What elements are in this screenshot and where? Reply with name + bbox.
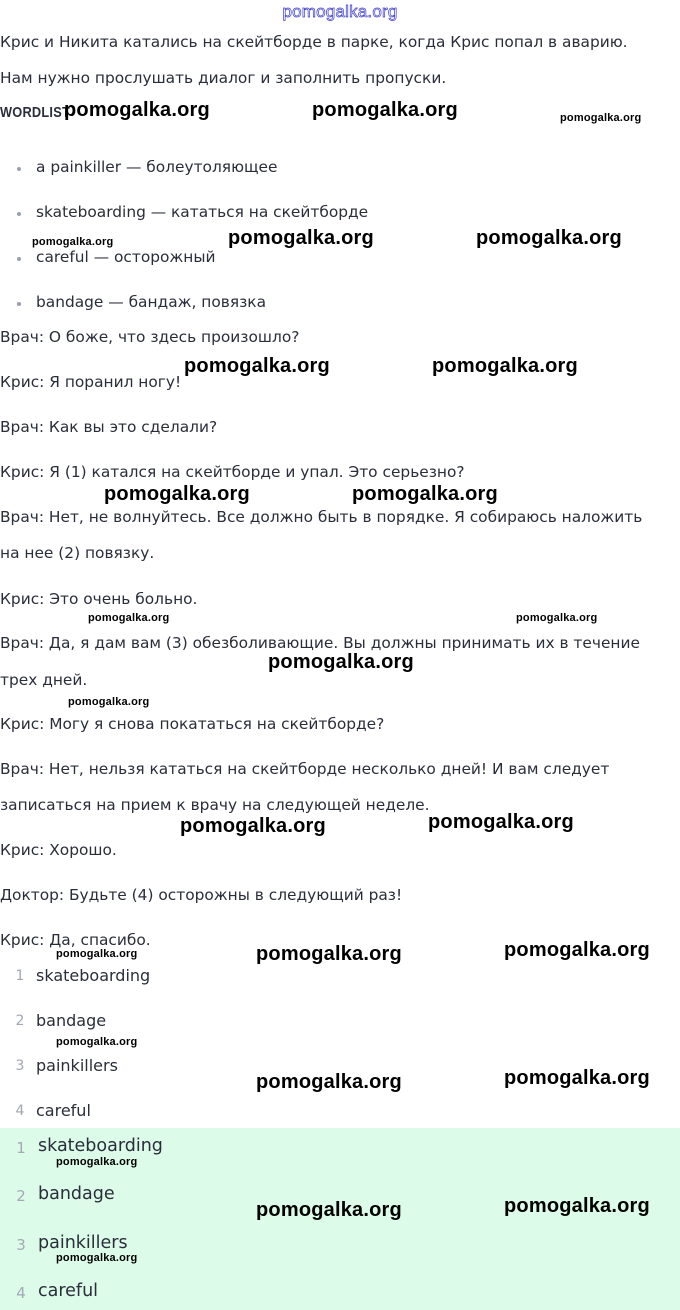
wordlist-item-text: careful — осторожный xyxy=(36,248,216,266)
watermark: pomogalka.org xyxy=(476,227,622,249)
watermark: pomogalka.org xyxy=(228,227,374,249)
dialogue-line: Крис: Могу я снова покататься на скейтборде? xyxy=(0,715,385,733)
dialogue-line: трех дней. xyxy=(0,671,88,689)
answer-number: 3 xyxy=(16,1236,26,1254)
dialogue-line: записаться на прием к врачу на следующей неделе. xyxy=(0,796,430,814)
answer-number: 1 xyxy=(15,968,25,984)
dialogue-line: Крис: Я поранил ногу! xyxy=(0,373,182,391)
watermark: pomogalka.org xyxy=(56,1156,138,1168)
watermark: pomogalka.org xyxy=(180,815,326,837)
bullet-icon xyxy=(17,302,21,306)
watermark: pomogalka.org xyxy=(504,939,650,961)
answer-text: painkillers xyxy=(36,1056,118,1075)
dialogue-line: Доктор: Будьте (4) осторожны в следующий раз! xyxy=(0,886,403,904)
wordlist-item-text: skateboarding — кататься на скейтборде xyxy=(36,203,369,221)
intro-line-2: Нам нужно прослушать диалог и заполнить пропуски. xyxy=(0,69,447,87)
answer-text: careful xyxy=(36,1101,91,1120)
watermark: pomogalka.org xyxy=(56,948,138,960)
watermark: pomogalka.org xyxy=(428,811,574,833)
bullet-icon xyxy=(17,212,21,216)
watermark: pomogalka.org xyxy=(88,612,170,624)
dialogue-line: Крис: Это очень больно. xyxy=(0,590,198,608)
dialogue-line: Крис: Да, спасибо. xyxy=(0,931,151,949)
answer-text: careful xyxy=(38,1281,99,1301)
watermark: pomogalka.org xyxy=(504,1067,650,1089)
wordlist-heading: WORDLIST xyxy=(0,104,71,121)
bullet-icon xyxy=(17,257,21,261)
dialogue-line: Врач: О боже, что здесь произошло? xyxy=(0,328,300,346)
watermark: pomogalka.org xyxy=(256,943,402,965)
answer-number: 4 xyxy=(16,1284,26,1302)
watermark: pomogalka.org xyxy=(64,99,210,121)
dialogue-line: Крис: Хорошо. xyxy=(0,841,117,859)
dialogue-line: Врач: Как вы это сделали? xyxy=(0,418,218,436)
watermark: pomogalka.org xyxy=(312,99,458,121)
top-watermark: pomogalka.org xyxy=(282,2,398,21)
wordlist-item-text: a painkiller — болеутоляющее xyxy=(36,158,278,176)
watermark: pomogalka.org xyxy=(560,112,642,124)
answer-text: skateboarding xyxy=(36,966,151,985)
bullet-icon xyxy=(17,167,21,171)
answer-number: 2 xyxy=(15,1013,25,1029)
answer-text: skateboarding xyxy=(38,1136,163,1156)
dialogue-line: Врач: Нет, нельзя кататься на скейтборде несколько дней! И вам следует xyxy=(0,760,610,778)
dialogue-line: на нее (2) повязку. xyxy=(0,544,155,562)
dialogue-line: Врач: Нет, не волнуйтесь. Все должно быть в порядке. Я собираюсь наложить xyxy=(0,508,643,526)
watermark: pomogalka.org xyxy=(256,1071,402,1093)
dialogue-line: Врач: Да, я дам вам (3) обезболивающие. Вы должны принимать их в течение xyxy=(0,634,640,652)
answer-text: bandage xyxy=(36,1011,107,1030)
answer-text: bandage xyxy=(38,1184,115,1204)
watermark: pomogalka.org xyxy=(516,612,598,624)
answer-text: painkillers xyxy=(38,1233,128,1253)
watermark: pomogalka.org xyxy=(56,1036,138,1048)
watermark: pomogalka.org xyxy=(352,483,498,505)
answer-number: 1 xyxy=(16,1139,26,1157)
answer-number: 3 xyxy=(15,1058,25,1074)
watermark: pomogalka.org xyxy=(184,355,330,377)
watermark: pomogalka.org xyxy=(32,236,114,248)
watermark: pomogalka.org xyxy=(256,1199,402,1221)
dialogue-line: Крис: Я (1) катался на скейтборде и упал. Это серьезно? xyxy=(0,463,465,481)
watermark: pomogalka.org xyxy=(56,1252,138,1264)
answer-number: 2 xyxy=(16,1187,26,1205)
watermark: pomogalka.org xyxy=(104,483,250,505)
watermark: pomogalka.org xyxy=(268,651,414,673)
intro-line-1: Крис и Никита катались на скейтборде в парке, когда Крис попал в аварию. xyxy=(0,33,628,51)
wordlist-item-text: bandage — бандаж, повязка xyxy=(36,293,266,311)
answer-number: 4 xyxy=(15,1103,25,1119)
watermark: pomogalka.org xyxy=(432,355,578,377)
watermark: pomogalka.org xyxy=(68,696,150,708)
watermark: pomogalka.org xyxy=(504,1195,650,1217)
